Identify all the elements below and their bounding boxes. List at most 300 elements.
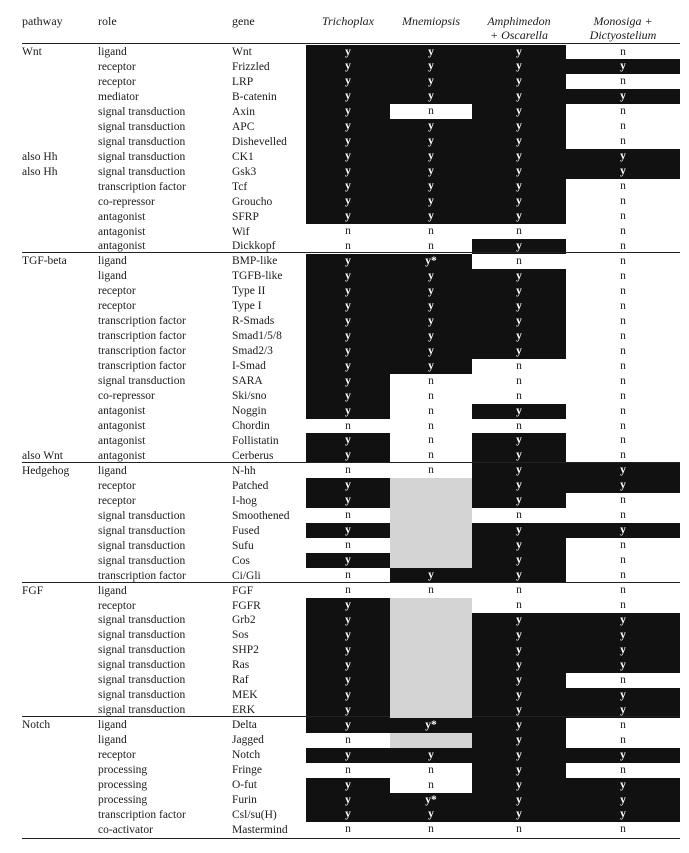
presence-cell: y	[390, 119, 472, 134]
gene-cell: Delta	[232, 719, 257, 732]
presence-cell: y	[390, 269, 472, 284]
presence-cell: n	[306, 538, 390, 553]
role-cell: antagonist	[98, 210, 146, 223]
presence-cell: y	[390, 149, 472, 164]
presence-cell: y	[390, 45, 472, 60]
role-cell: signal transduction	[98, 644, 186, 657]
role-cell: signal transduction	[98, 165, 186, 178]
role-cell: signal transduction	[98, 105, 186, 118]
role-cell: antagonist	[98, 240, 146, 253]
presence-cell: y	[390, 359, 472, 374]
gene-cell: B-catenin	[232, 90, 277, 103]
gene-cell: R-Smads	[232, 315, 275, 328]
presence-cell: y	[472, 74, 566, 89]
presence-cell: y	[306, 359, 390, 374]
role-cell: co-activator	[98, 823, 153, 836]
presence-cell: n	[566, 329, 680, 344]
presence-cell: y	[306, 493, 390, 508]
presence-cell: y	[306, 134, 390, 149]
presence-cell: y	[306, 673, 390, 688]
presence-cell: n	[390, 463, 472, 478]
unknown-block	[390, 478, 472, 568]
gene-cell: Smad1/5/8	[232, 330, 282, 343]
presence-cell: y	[566, 748, 680, 763]
gene-cell: Grb2	[232, 614, 256, 627]
presence-cell: y	[472, 643, 566, 658]
presence-cell: n	[472, 254, 566, 269]
presence-cell: n	[472, 359, 566, 374]
presence-cell: y	[306, 433, 390, 448]
role-cell: receptor	[98, 300, 136, 313]
presence-cell: y	[390, 179, 472, 194]
presence-cell: n	[390, 239, 472, 254]
presence-cell: y	[306, 553, 390, 568]
gene-cell: Fringe	[232, 764, 263, 777]
presence-cell: n	[306, 419, 390, 434]
presence-cell: n	[472, 389, 566, 404]
presence-cell: y	[306, 404, 390, 419]
presence-cell: n	[566, 404, 680, 419]
presence-cell: y	[306, 793, 390, 808]
presence-cell: y	[472, 45, 566, 60]
presence-cell: n	[566, 194, 680, 209]
role-cell: transcription factor	[98, 360, 186, 373]
gene-cell: TGFB-like	[232, 270, 283, 283]
role-cell: receptor	[98, 749, 136, 762]
role-cell: transcription factor	[98, 180, 186, 193]
gene-cell: Noggin	[232, 405, 267, 418]
gene-cell: N-hh	[232, 464, 256, 477]
presence-cell: y	[390, 748, 472, 763]
gene-cell: Dishevelled	[232, 135, 287, 148]
presence-cell: y	[566, 59, 680, 74]
presence-cell: n	[566, 134, 680, 149]
presence-cell: n	[566, 45, 680, 60]
role-cell: transcription factor	[98, 569, 186, 582]
presence-cell: y	[390, 59, 472, 74]
gene-cell: I-hog	[232, 494, 257, 507]
presence-cell: n	[566, 284, 680, 299]
gene-cell: Fused	[232, 524, 260, 537]
presence-cell: y	[306, 748, 390, 763]
gene-cell: Tcf	[232, 180, 248, 193]
presence-cell: y*	[390, 718, 472, 733]
gene-cell: SARA	[232, 375, 263, 388]
presence-cell: y	[472, 807, 566, 822]
presence-cell: y	[390, 89, 472, 104]
presence-cell: y	[472, 299, 566, 314]
presence-cell: y	[472, 149, 566, 164]
gene-cell: Axin	[232, 105, 255, 118]
presence-cell: n	[390, 104, 472, 119]
presence-cell: y	[472, 239, 566, 254]
presence-cell: y	[306, 119, 390, 134]
role-cell: receptor	[98, 479, 136, 492]
presence-cell: n	[566, 269, 680, 284]
presence-cell: n	[390, 433, 472, 448]
presence-cell: n	[566, 763, 680, 778]
presence-cell: y	[472, 269, 566, 284]
presence-cell: y	[566, 164, 680, 179]
role-cell: antagonist	[98, 405, 146, 418]
presence-cell: y	[472, 209, 566, 224]
presence-cell: y	[472, 658, 566, 673]
presence-cell: y	[566, 523, 680, 538]
gene-cell: Chordin	[232, 420, 270, 432]
role-cell: processing	[98, 779, 148, 792]
presence-cell: y	[472, 463, 566, 478]
presence-cell: y	[566, 149, 680, 164]
presence-cell: n	[472, 374, 566, 389]
pathway-name: FGF	[22, 584, 44, 597]
presence-cell: n	[566, 389, 680, 404]
presence-cell: n	[390, 822, 472, 837]
presence-cell: y	[390, 314, 472, 329]
gene-cell: Sufu	[232, 539, 254, 552]
gene-cell: Ski/sno	[232, 390, 267, 403]
presence-cell: y	[566, 628, 680, 643]
presence-cell: y	[472, 478, 566, 493]
presence-cell: y*	[390, 254, 472, 269]
role-cell: signal transduction	[98, 509, 186, 522]
role-cell: signal transduction	[98, 539, 186, 552]
presence-cell: n	[306, 568, 390, 583]
role-cell: signal transduction	[98, 120, 186, 133]
presence-cell: y	[566, 463, 680, 478]
presence-cell: y	[306, 703, 390, 718]
gene-cell: Cerberus	[232, 449, 274, 462]
presence-cell: y	[306, 613, 390, 628]
gene-cell: Wnt	[232, 46, 252, 58]
presence-cell: n	[566, 448, 680, 463]
pathway-note: also Hh	[22, 150, 58, 163]
presence-cell: y	[566, 658, 680, 673]
presence-cell: y	[306, 523, 390, 538]
presence-cell: n	[472, 419, 566, 434]
presence-cell: y	[390, 134, 472, 149]
presence-cell: n	[390, 389, 472, 404]
header-mnemiopsis: Mnemiopsis	[402, 14, 460, 28]
header-pathway: pathway	[22, 14, 63, 28]
presence-cell: y	[306, 45, 390, 60]
role-cell: signal transduction	[98, 524, 186, 537]
presence-cell: n	[566, 583, 680, 598]
role-cell: ligand	[98, 46, 127, 58]
role-cell: transcription factor	[98, 330, 186, 343]
header-trichoplax: Trichoplax	[321, 14, 374, 28]
unknown-block	[390, 733, 472, 748]
gene-cell: Notch	[232, 749, 261, 762]
gene-cell: Smad2/3	[232, 345, 273, 358]
gene-cell: SFRP	[232, 210, 259, 223]
presence-cell: y	[390, 329, 472, 344]
presence-cell: y	[390, 74, 472, 89]
presence-cell: n	[566, 239, 680, 254]
gene-cell: Patched	[232, 479, 269, 492]
gene-cell: Follistatin	[232, 434, 279, 447]
presence-cell: y	[306, 329, 390, 344]
role-cell: signal transduction	[98, 659, 186, 672]
gene-cell: Type II	[232, 285, 266, 298]
presence-cell: n	[472, 583, 566, 598]
gene-cell: Sos	[232, 629, 249, 642]
presence-cell: n	[566, 179, 680, 194]
gene-cell: Gsk3	[232, 165, 257, 178]
pathway-name: TGF-beta	[22, 255, 67, 268]
presence-cell: n	[566, 433, 680, 448]
presence-cell: y	[306, 149, 390, 164]
gene-cell: Furin	[232, 794, 257, 806]
presence-cell: n	[566, 718, 680, 733]
gene-cell: SHP2	[232, 644, 259, 657]
role-cell: ligand	[98, 734, 127, 747]
header-dictyostelium: Dictyostelium	[589, 28, 657, 42]
role-cell: signal transduction	[98, 674, 186, 687]
presence-cell: n	[390, 448, 472, 463]
gene-cell: Wif	[232, 225, 250, 238]
role-cell: signal transduction	[98, 629, 186, 642]
presence-cell: y	[472, 538, 566, 553]
unknown-block	[390, 598, 472, 718]
presence-cell: y	[390, 209, 472, 224]
presence-cell: y	[472, 523, 566, 538]
presence-cell: n	[566, 553, 680, 568]
bottom-rule	[22, 838, 680, 839]
presence-cell: y	[306, 658, 390, 673]
presence-cell: y	[306, 598, 390, 613]
pathway-name: Wnt	[22, 46, 42, 58]
presence-cell: y	[306, 254, 390, 269]
role-cell: antagonist	[98, 420, 146, 432]
role-cell: antagonist	[98, 434, 146, 447]
presence-cell: n	[306, 508, 390, 523]
presence-cell: y	[472, 628, 566, 643]
presence-cell: n	[566, 598, 680, 613]
presence-cell: n	[566, 493, 680, 508]
presence-cell: y	[472, 568, 566, 583]
presence-cell: y	[472, 733, 566, 748]
presence-cell: n	[390, 224, 472, 239]
gene-cell: Ci/Gli	[232, 569, 261, 582]
header-monosiga: Monosiga +	[593, 14, 653, 28]
gene-cell: FGFR	[232, 599, 261, 612]
presence-cell: y	[566, 613, 680, 628]
presence-cell: n	[306, 463, 390, 478]
presence-cell: y	[472, 179, 566, 194]
presence-cell: n	[472, 224, 566, 239]
presence-cell: y	[566, 703, 680, 718]
header-oscarella: + Oscarella	[490, 28, 548, 42]
presence-cell: y	[306, 284, 390, 299]
role-cell: signal transduction	[98, 554, 186, 567]
presence-cell: n	[566, 119, 680, 134]
gene-cell: Csl/su(H)	[232, 808, 277, 821]
pathway-name: Hedgehog	[22, 464, 70, 477]
gene-cell: FGF	[232, 584, 254, 597]
presence-cell: n	[566, 508, 680, 523]
presence-cell: y	[390, 164, 472, 179]
gene-cell: LRP	[232, 75, 254, 88]
presence-cell: n	[390, 404, 472, 419]
gene-cell: Groucho	[232, 195, 273, 208]
presence-cell: y	[472, 553, 566, 568]
presence-cell: y	[472, 329, 566, 344]
gene-cell: Smoothened	[232, 509, 290, 522]
presence-cell: y	[566, 688, 680, 703]
presence-cell: y	[472, 134, 566, 149]
presence-cell: n	[390, 778, 472, 793]
presence-cell: n	[566, 104, 680, 119]
presence-cell: y	[472, 194, 566, 209]
presence-cell: y	[566, 478, 680, 493]
role-cell: signal transduction	[98, 704, 186, 717]
presence-cell: y	[306, 628, 390, 643]
presence-cell: n	[566, 254, 680, 269]
presence-cell: n	[566, 224, 680, 239]
presence-cell: y	[472, 404, 566, 419]
role-cell: transcription factor	[98, 808, 186, 821]
gene-cell: Jagged	[232, 734, 264, 747]
presence-cell: y	[306, 374, 390, 389]
presence-cell: y	[390, 194, 472, 209]
gene-cell: BMP-like	[232, 255, 278, 268]
presence-cell: y	[472, 763, 566, 778]
role-cell: co-repressor	[98, 390, 155, 403]
gene-cell: APC	[232, 120, 255, 133]
presence-cell: y	[390, 344, 472, 359]
role-cell: receptor	[98, 599, 136, 612]
presence-cell: y	[472, 89, 566, 104]
presence-cell: y	[566, 89, 680, 104]
presence-cell: n	[306, 822, 390, 837]
presence-cell: n	[306, 239, 390, 254]
role-cell: signal transduction	[98, 614, 186, 627]
presence-cell: y	[472, 718, 566, 733]
presence-cell: y	[472, 284, 566, 299]
role-cell: signal transduction	[98, 150, 186, 163]
presence-cell: y	[472, 104, 566, 119]
presence-cell: n	[566, 673, 680, 688]
presence-cell: y	[306, 59, 390, 74]
presence-cell: y	[472, 119, 566, 134]
pathway-note: also Wnt	[22, 449, 63, 462]
role-cell: ligand	[98, 584, 127, 597]
presence-cell: y	[566, 807, 680, 822]
role-cell: receptor	[98, 285, 136, 298]
presence-cell: y	[306, 807, 390, 822]
presence-cell: y	[306, 74, 390, 89]
role-cell: signal transduction	[98, 135, 186, 148]
presence-cell: y	[306, 104, 390, 119]
presence-cell: n	[566, 733, 680, 748]
presence-cell: n	[472, 822, 566, 837]
presence-cell: y*	[390, 793, 472, 808]
gene-cell: Cos	[232, 554, 250, 567]
gene-cell: MEK	[232, 689, 258, 702]
presence-cell: n	[566, 374, 680, 389]
role-cell: transcription factor	[98, 345, 186, 358]
presence-cell: n	[306, 224, 390, 239]
role-cell: ligand	[98, 270, 127, 283]
presence-cell: n	[390, 374, 472, 389]
gene-cell: ERK	[232, 704, 255, 717]
presence-cell: y	[472, 613, 566, 628]
role-cell: receptor	[98, 60, 136, 73]
gene-cell: CK1	[232, 150, 254, 163]
presence-cell: y	[472, 688, 566, 703]
role-cell: mediator	[98, 90, 139, 103]
presence-cell: y	[472, 59, 566, 74]
presence-cell: y	[472, 748, 566, 763]
presence-cell: y	[472, 448, 566, 463]
presence-cell: y	[390, 299, 472, 314]
presence-cell: y	[306, 299, 390, 314]
presence-cell: y	[472, 793, 566, 808]
presence-cell: n	[566, 419, 680, 434]
gene-cell: Raf	[232, 674, 249, 687]
presence-cell: y	[472, 314, 566, 329]
presence-cell: y	[390, 284, 472, 299]
gene-cell: Ras	[232, 659, 250, 672]
role-cell: processing	[98, 794, 148, 806]
presence-cell: n	[390, 583, 472, 598]
role-cell: ligand	[98, 255, 127, 268]
presence-cell: y	[306, 269, 390, 284]
presence-cell: y	[472, 344, 566, 359]
presence-cell: y	[306, 478, 390, 493]
presence-cell: n	[472, 508, 566, 523]
presence-cell: y	[472, 164, 566, 179]
role-cell: signal transduction	[98, 375, 186, 388]
role-cell: processing	[98, 764, 148, 777]
presence-cell: n	[566, 359, 680, 374]
role-cell: antagonist	[98, 225, 146, 238]
presence-cell: y	[390, 807, 472, 822]
role-cell: ligand	[98, 464, 127, 477]
presence-cell: n	[472, 598, 566, 613]
presence-cell: n	[566, 538, 680, 553]
gene-cell: Dickkopf	[232, 240, 276, 253]
presence-cell: y	[306, 389, 390, 404]
presence-cell: y	[472, 673, 566, 688]
presence-cell: y	[472, 493, 566, 508]
gene-cell: Type I	[232, 300, 262, 313]
presence-cell: y	[306, 209, 390, 224]
presence-cell: y	[306, 344, 390, 359]
presence-cell: y	[306, 164, 390, 179]
presence-cell: n	[566, 314, 680, 329]
role-cell: signal transduction	[98, 689, 186, 702]
presence-cell: y	[472, 433, 566, 448]
gene-cell: O-fut	[232, 779, 257, 792]
presence-cell: n	[566, 344, 680, 359]
gene-cell: I-Smad	[232, 360, 266, 373]
presence-cell: n	[390, 763, 472, 778]
presence-cell: y	[306, 643, 390, 658]
presence-cell: y	[566, 778, 680, 793]
presence-cell: y	[566, 643, 680, 658]
presence-cell: y	[390, 568, 472, 583]
gene-cell: Frizzled	[232, 60, 270, 73]
presence-cell: n	[566, 822, 680, 837]
role-cell: antagonist	[98, 449, 146, 462]
presence-cell: y	[566, 793, 680, 808]
role-cell: transcription factor	[98, 315, 186, 328]
presence-cell: n	[306, 763, 390, 778]
presence-cell: y	[306, 448, 390, 463]
presence-cell: n	[566, 299, 680, 314]
presence-cell: y	[306, 194, 390, 209]
